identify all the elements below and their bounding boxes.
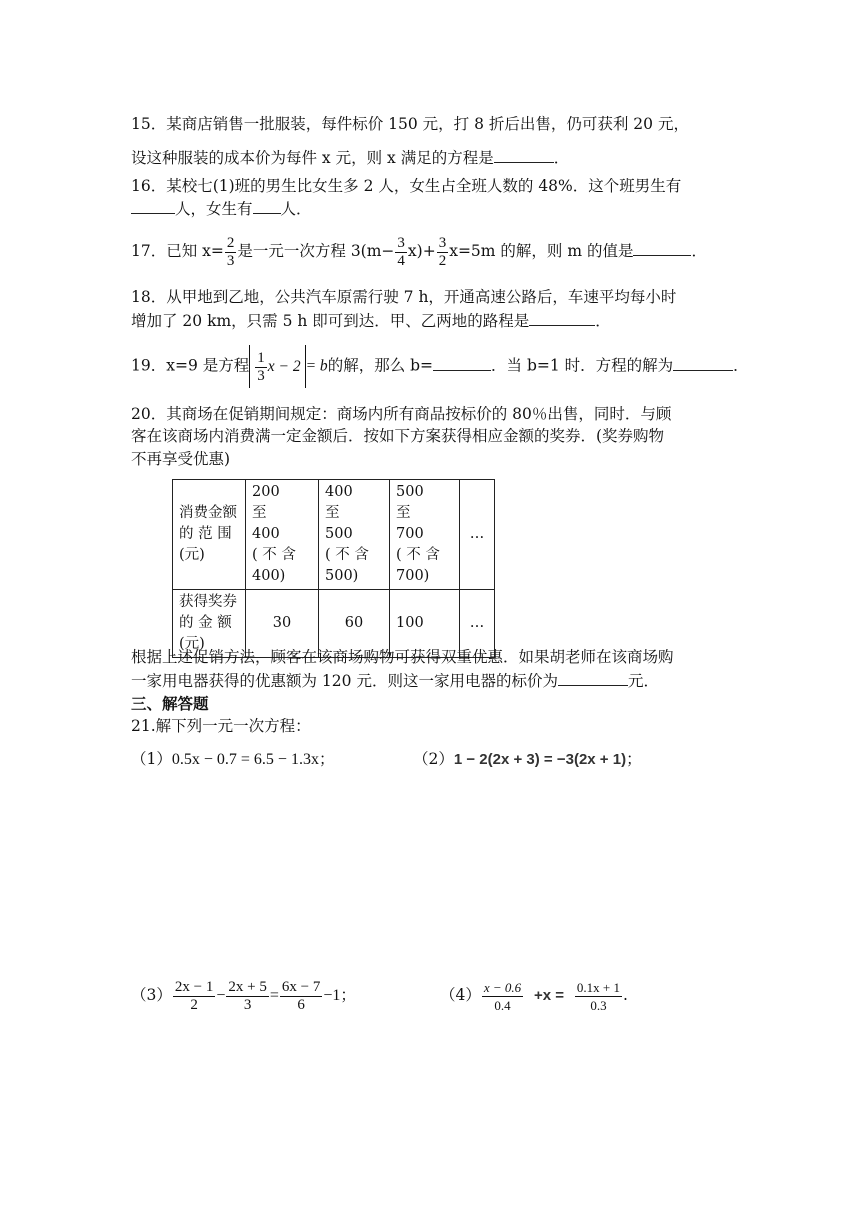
q20-after2 [131, 670, 659, 691]
fraction: $\frac{x - 0.6}{0.4}$ [483, 979, 522, 1013]
q18-line1: 18．从甲地到乙地，公共汽车原需行驶 7 h，开通高速公路后，车速平均每小时 [131, 288, 677, 306]
table-cell: 500 至 700 ( 不 含 700) [390, 480, 460, 590]
q20-line2: 客在该商场内消费满一定金额后．按如下方案获得相应金额的奖券．(奖券购物 [131, 427, 665, 445]
q21-part3 [131, 975, 356, 1016]
q16-end: 人． [280, 200, 312, 218]
q16-girls-blank[interactable] [253, 198, 281, 214]
equation: 0.5x − 0.7 = 6.5 − 1.3x [171, 751, 319, 768]
q19-abs-rest: x − 2 [267, 358, 301, 375]
punctuation: . [623, 986, 628, 1004]
q18-line2 [131, 310, 611, 331]
punctuation: ； [318, 750, 335, 768]
q17-end: ． [691, 242, 707, 260]
q17-mid1: 是一元一次方程 3(m− [237, 242, 395, 260]
table-cell: 获得奖券 的 金 额 (元) [173, 590, 246, 658]
q15-text: 设这种服装的成本价为每件 x 元，则 x 满足的方程是 [131, 149, 494, 167]
q19-solution-blank[interactable] [673, 355, 733, 371]
q20-after-end: 元． [627, 672, 659, 690]
q17-mid2: x)+ [407, 242, 436, 260]
part-label: （4） [440, 986, 481, 1004]
q21-part1 [131, 749, 334, 770]
q20-after2-text: 一家用电器获得的优惠额为 120 元．则这一家用电器的标价为 [131, 672, 558, 690]
table-cell: … [460, 590, 495, 658]
q21-title: 21.解下列一元一次方程： [131, 717, 311, 735]
q18-end: ． [595, 312, 611, 330]
q19-fraction-1-3: $\frac{1}{3}$ [257, 349, 265, 384]
q19-end: ． [733, 356, 749, 375]
fraction: $\frac{0.1x + 1}{0.3}$ [576, 979, 621, 1013]
q17-answer-blank[interactable] [633, 240, 691, 256]
part-label: （1） [131, 750, 172, 768]
table-cell: 30 [246, 590, 319, 658]
table-cell: 400 至 500 ( 不 含 500) [319, 480, 390, 590]
q19-line [131, 345, 749, 388]
q19-prefix: 19．x=9 是方程 [131, 356, 250, 375]
minus-sign: − [216, 987, 226, 1004]
equation-middle: +x = [534, 987, 565, 1004]
q20-line3: 不再享受优惠) [131, 450, 231, 468]
table-cell: … [460, 480, 495, 590]
q16-boys-blank[interactable] [131, 198, 175, 214]
q17-fraction-2-3: $\frac{2}{3}$ [226, 234, 235, 269]
q17-fraction-3-2: $\frac{3}{2}$ [438, 234, 447, 269]
table-cell: 60 [319, 590, 390, 658]
q17-prefix: 17．已知 x= [131, 242, 224, 260]
q15-line2 [131, 147, 569, 168]
q19-eq-b: = b [305, 357, 328, 375]
q21-part2 [413, 749, 642, 770]
fraction: $\frac{2x - 1}{2}$ [174, 978, 214, 1013]
punctuation: ； [340, 986, 356, 1004]
q17-mid3: x=5m 的解，则 m 的值是 [449, 242, 634, 260]
punctuation: ； [626, 750, 642, 768]
q16-line2 [131, 198, 312, 219]
q18-text: 增加了 20 km，只需 5 h 即可到达．甲、乙两地的路程是 [131, 312, 530, 330]
q19-mid: 的解，那么 b= [327, 356, 434, 375]
table-cell: 消费金额 的 范 围 (元) [173, 480, 246, 590]
q16-mid: 人，女生有 [175, 200, 253, 218]
table-row [173, 480, 495, 590]
table-cell: 200 至 400 ( 不 含 400) [246, 480, 319, 590]
equation: 1 − 2(2x + 3) = −3(2x + 1) [453, 751, 627, 768]
q20-after1: 根据上述促销方法，顾客在该商场购物可获得双重优惠．如果胡老师在该商场购 [131, 648, 674, 666]
q21-part4 [440, 975, 628, 1016]
q15-line1: 15．某商店销售一批服装，每件标价 150 元，打 8 折后出售，仍可获利 20 元， [131, 115, 689, 133]
fraction: $\frac{6x - 7}{6}$ [281, 978, 321, 1013]
equation-tail: −1 [323, 987, 341, 1004]
q20-line1: 20．其商场在促销期间规定：商场内所有商品按标价的 80％出售，同时．与顾 [131, 405, 672, 423]
q19-absolute-value [249, 345, 305, 388]
q15-answer-blank[interactable] [494, 147, 554, 163]
part-label: （2） [413, 750, 454, 768]
fraction: $\frac{2x + 5}{3}$ [228, 978, 267, 1013]
q20-answer-blank[interactable] [558, 670, 628, 686]
equals-sign: = [269, 987, 279, 1004]
q16-line1: 16．某校七(1)班的男生比女生多 2 人，女生占全班人数的 48%．这个班男生有 [131, 177, 682, 195]
q19-b-blank[interactable] [433, 355, 491, 371]
q19-mid2: ．当 b=1 时．方程的解为 [491, 356, 674, 375]
table-cell: 100 [390, 590, 460, 658]
q17-fraction-3-4: $\frac{3}{4}$ [397, 234, 405, 269]
promotion-table [172, 479, 495, 658]
section-heading: 三、解答题 [131, 694, 209, 713]
q17-line [131, 232, 707, 270]
q18-answer-blank[interactable] [529, 310, 595, 326]
q15-end: ． [553, 149, 570, 167]
part-label: （3） [131, 986, 172, 1004]
